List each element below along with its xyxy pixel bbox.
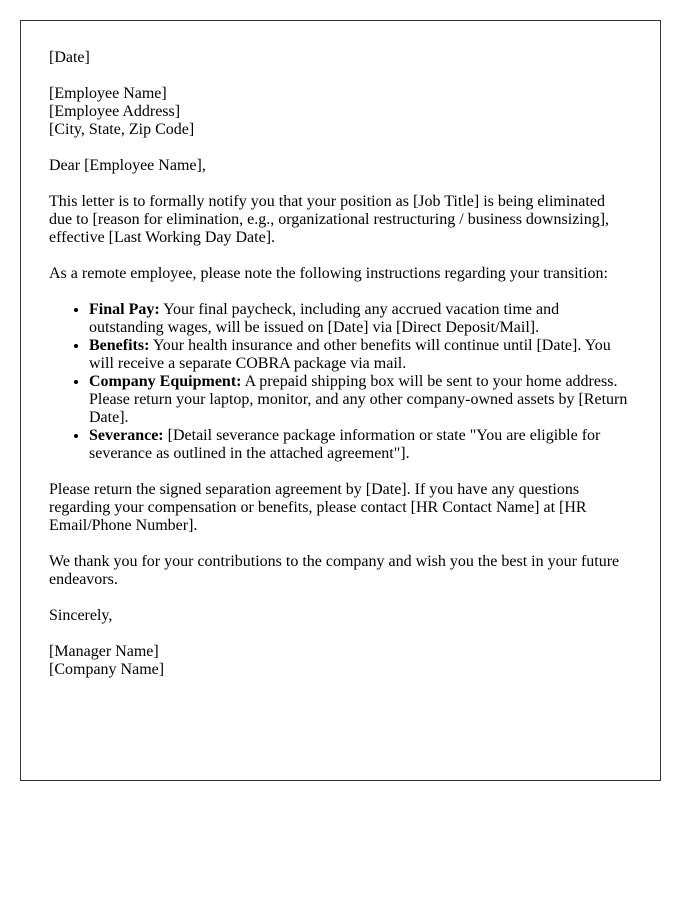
sign-off: Sincerely,	[49, 607, 113, 624]
instruction-item-benefits	[89, 337, 632, 373]
closing-thanks-paragraph: We thank you for your contributions to the company and wish you the best in your future endeavors.	[49, 553, 620, 588]
instruction-label: Severance:	[89, 427, 164, 444]
instruction-text: [Detail severance package information or state "You are eligible for severance as outlined in the attached agreement"].	[89, 427, 601, 462]
recipient-address-block	[49, 85, 632, 139]
instruction-text: A prepaid shipping box will be sent to your home address. Please return your laptop, monitor, and any other company-owned assets by [Return Date].	[89, 373, 628, 426]
instruction-label: Company Equipment:	[89, 373, 242, 390]
signature-block	[49, 643, 632, 679]
instructions-lead: As a remote employee, please note the following instructions regarding your transition:	[49, 265, 608, 282]
letter-date: [Date]	[49, 49, 90, 66]
instructions-list	[49, 301, 632, 463]
instruction-label: Final Pay:	[89, 301, 160, 318]
instruction-text: Your final paycheck, including any accrued vacation time and outstanding wages, will be issued on [Date] via [Direct Deposit/Mail].	[89, 301, 560, 336]
manager-name: [Manager Name]	[49, 643, 159, 660]
instruction-item-severance	[89, 427, 632, 463]
instruction-item-company-equipment	[89, 373, 632, 427]
return-request-paragraph: Please return the signed separation agreement by [Date]. If you have any questions regarding your compensation or benefits, please contact [HR Contact Name] at [HR Email/Phone Number].	[49, 481, 587, 534]
salutation: Dear [Employee Name],	[49, 157, 206, 174]
company-name: [Company Name]	[49, 661, 165, 678]
instruction-text: Your health insurance and other benefits will continue until [Date]. You will receive a separate COBRA package via mail.	[89, 337, 611, 372]
recipient-city-state-zip: [City, State, Zip Code]	[49, 121, 195, 138]
instruction-label: Benefits:	[89, 337, 150, 354]
instruction-item-final-pay	[89, 301, 632, 337]
recipient-name: [Employee Name]	[49, 85, 167, 102]
intro-paragraph: This letter is to formally notify you that your position as [Job Title] is being eliminated due to [reason for elimination, e.g., organizational restructuring / business downsizing], effective [Last Working Day Date].	[49, 193, 610, 246]
recipient-address: [Employee Address]	[49, 103, 181, 120]
letter-document	[20, 20, 661, 781]
